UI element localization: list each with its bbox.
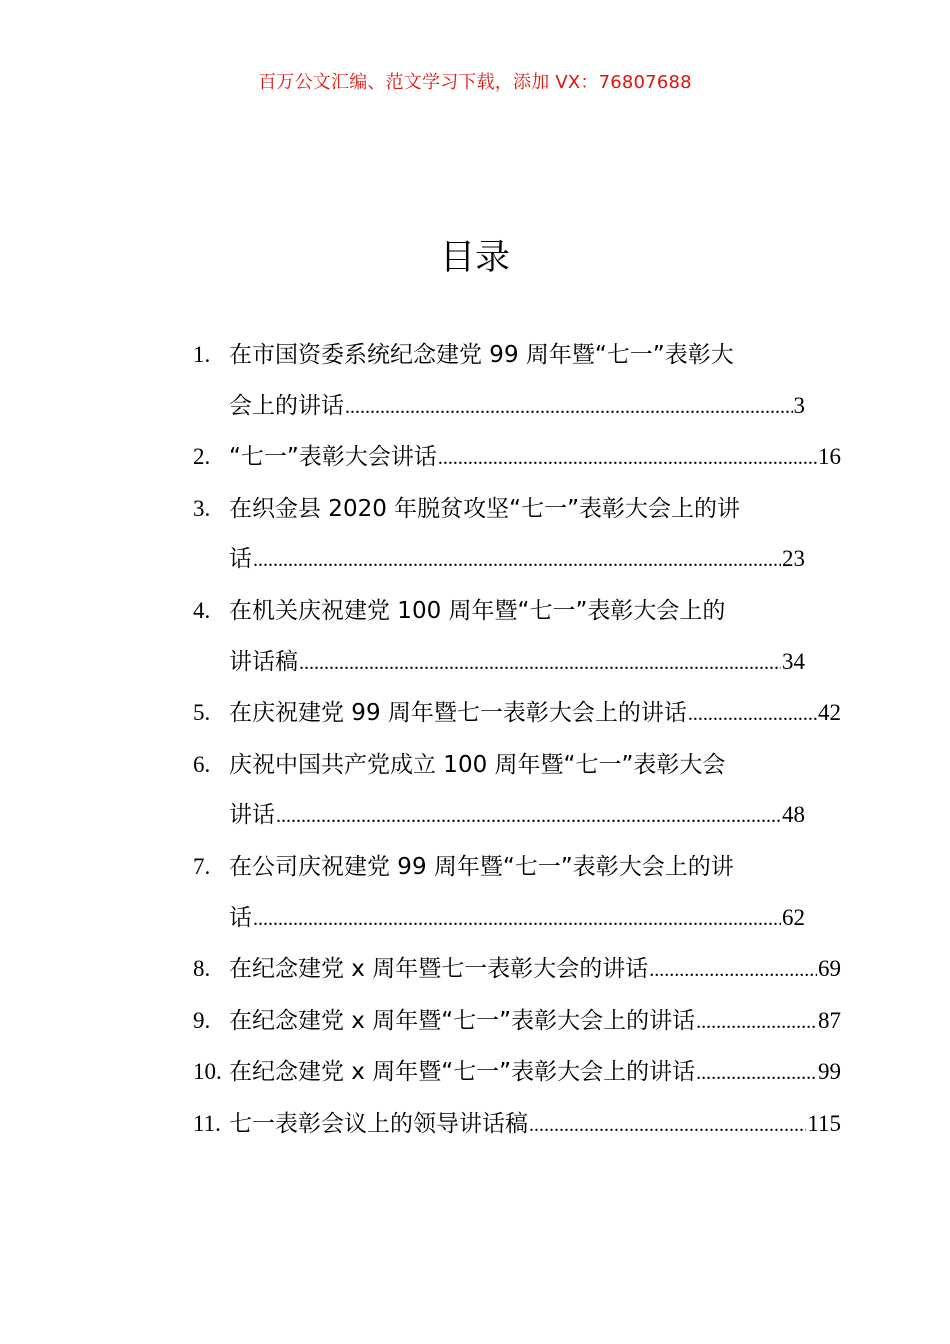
dot-leader [253,536,781,586]
toc-entry-title: 庆祝中国共产党成立 100 周年暨“七一”表彰大会 [229,751,726,778]
toc-entry-title: “七一”表彰大会讲话 [229,444,437,471]
toc-entry[interactable] [193,740,805,842]
toc-entry-number: 10. [193,1059,222,1085]
dot-leader [345,383,793,433]
toc-page-number: 62 [782,904,805,930]
toc-entry[interactable] [193,484,805,586]
toc-entry-title-continued: 话 [229,546,252,573]
toc-entry-title: 在公司庆祝建党 99 周年暨“七一”表彰大会上的讲 [229,853,734,880]
toc-entry[interactable] [193,330,805,432]
toc-page-number: 23 [782,546,805,572]
toc-page-number: 42 [818,700,841,726]
toc-entry[interactable] [193,842,805,944]
toc-entry[interactable] [193,996,841,1048]
toc-page-number: 87 [818,1007,841,1033]
toc-entry-number: 7. [193,853,211,879]
dot-leader [529,1101,806,1151]
toc-entry-title: 在纪念建党 x 周年暨“七一”表彰大会上的讲话 [229,1059,696,1086]
toc-page-number: 16 [818,444,841,470]
toc-entry[interactable] [193,432,841,484]
toc-entry-number: 5. [193,700,211,726]
toc-entry[interactable] [193,944,841,996]
toc-page-number: 3 [793,392,805,418]
toc-page-number: 34 [782,648,805,674]
dot-leader [253,895,781,945]
toc-page-number: 48 [782,802,805,828]
toc-entry[interactable] [193,586,805,688]
toc-entry-title: 在庆祝建党 99 周年暨七一表彰大会上的讲话 [229,700,687,727]
toc-entry-number: 8. [193,956,211,982]
toc-page-number: 115 [807,1110,841,1136]
toc-entry-title: 在机关庆祝建党 100 周年暨“七一”表彰大会上的 [229,597,726,624]
toc-entry-title: 在纪念建党 x 周年暨“七一”表彰大会上的讲话 [229,1007,696,1034]
dot-leader [276,792,781,842]
toc-entry-number: 2. [193,444,211,470]
toc-entry-number: 1. [193,342,211,367]
header-banner: 百万公文汇编、范文学习下载，添加 VX：76807688 [258,72,692,93]
toc-page-number: 69 [818,956,841,982]
dot-leader [649,946,817,996]
dot-leader [696,998,817,1048]
toc-entry-number: 6. [193,751,211,777]
table-of-contents [193,330,841,1151]
toc-entry-title: 七一表彰会议上的领导讲话稿 [229,1110,528,1137]
toc-entry-title-continued: 话 [229,904,252,931]
toc-entry-title: 在织金县 2020 年脱贫攻坚“七一”表彰大会上的讲 [229,495,740,522]
toc-entry[interactable] [193,1047,841,1099]
dot-leader [688,690,817,740]
toc-entry-number: 3. [193,495,211,521]
toc-entry-title-continued: 讲话 [229,802,275,829]
toc-entry[interactable] [193,1099,841,1151]
toc-entry-title: 在纪念建党 x 周年暨七一表彰大会的讲话 [229,956,649,983]
dot-leader [299,639,781,689]
toc-entry[interactable] [193,688,841,740]
toc-entry-number: 4. [193,597,211,623]
toc-entry-title-continued: 会上的讲话 [229,392,344,419]
toc-entry-title-continued: 讲话稿 [229,648,298,675]
dot-leader [696,1049,817,1099]
page-title: 目录 [439,238,510,278]
toc-page-number: 99 [818,1059,841,1085]
toc-entry-title: 在市国资委系统纪念建党 99 周年暨“七一”表彰大 [229,342,734,368]
toc-entry-number: 9. [193,1007,211,1033]
dot-leader [438,434,817,484]
toc-entry-number: 11. [193,1110,221,1136]
